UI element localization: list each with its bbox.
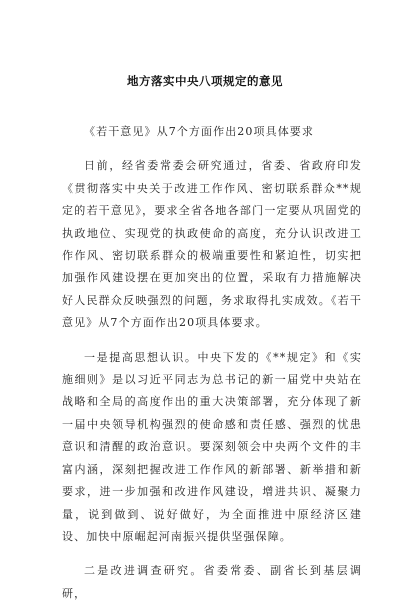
document-title: 地方落实中央八项规定的意见 xyxy=(127,74,283,88)
paragraph-intro: 日前，经省委常委会研究通过，省委、省政府印发《贯彻落实中央关于改进工作作风、密切联系群众**规定的若干意见》，要求全省各地各部门一定要从巩固党的执政地位、实现党的执政使命的高度，充分认识改进工作作风、密切联系群众的极端重要性和紧迫性，切实把加强作风建设摆在更加突出的位置，采取有力措施解决好人民群众反映强烈的问题，务求取得扎实成效。《若干意见》从7个方面作出20项具体要求。 xyxy=(62,159,362,330)
paragraph-point-two: 二是改进调查研究。省委常委、副省长到基层调研， xyxy=(62,564,362,600)
paragraph-point-one: 一是提高思想认识。中央下发的《**规定》和《实施细则》是以习近平同志为总书记的新一届党中央站在战略和全局的高度作出的重大决策部署，充分体现了新一届中央领导机构强烈的使命感和责任感、强烈的忧患意识和清醒的政治意识。要深刻领会中央两个文件的丰富内涵，深刻把握改进工作作风的新部署、新举措和新要求，进一步加强和改进作风建设，增进共识、凝聚力量，说到做到、说好做好，为全面推进中原经济区建设、加快中原崛起河南振兴提供坚强保障。 xyxy=(62,350,362,543)
paragraph-summary: 《若干意见》从7个方面作出20项具体要求 xyxy=(84,125,314,138)
document-body xyxy=(62,121,362,605)
